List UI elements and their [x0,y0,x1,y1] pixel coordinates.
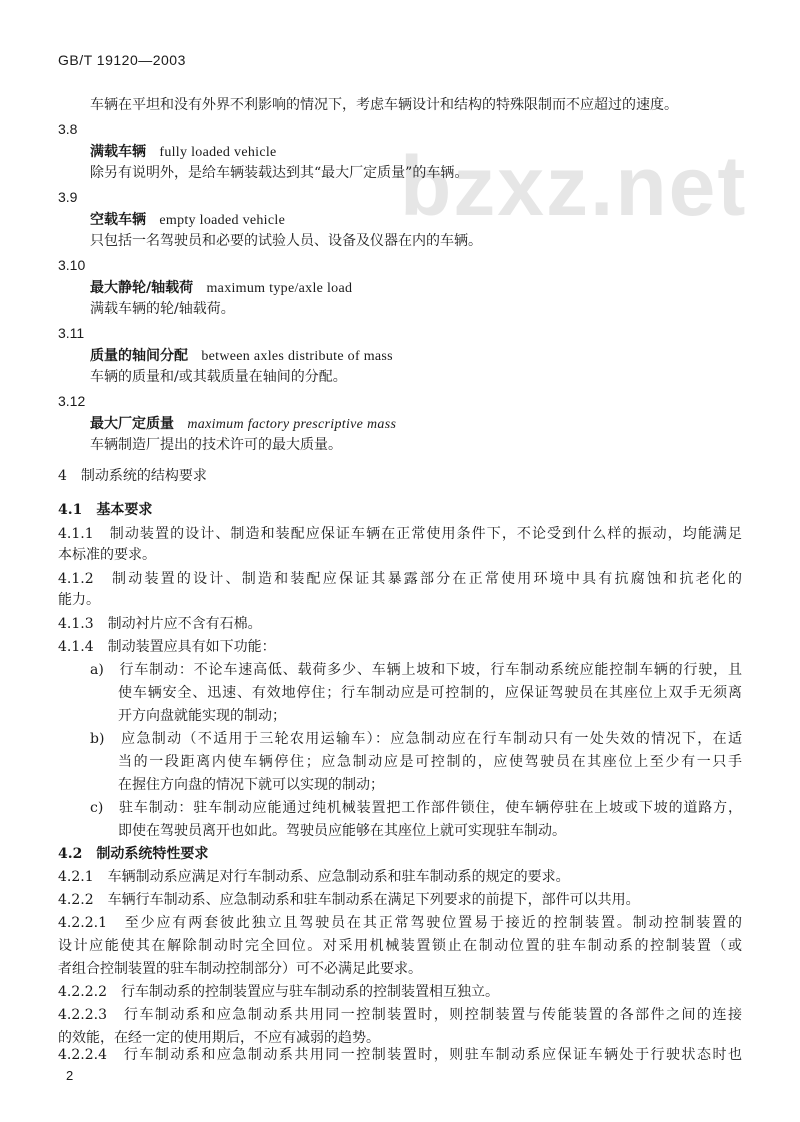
term-heading [90,143,277,162]
definition-text: 车辆制造厂提出的技术许可的最大质量。 [90,437,342,453]
standard-number-header: GB/T 19120—2003 [58,52,186,68]
term-heading [90,211,285,230]
clause-text: 者组合控制装置的驻车制动控制部分）可不必满足此要求。 [58,961,422,977]
clause-text: 4.2.2.3 行车制动系和应急制动系共用同一控制装置时，则控制装置与传能装置的各部件之间的连接 [58,1007,742,1023]
definition-text: 满载车辆的轮/轴载荷。 [90,301,235,317]
clause-number: 3.10 [58,257,86,273]
clause-text: 4.1.4 制动装置应具有如下功能： [58,639,276,655]
term-zh: 满载车辆 [90,144,146,160]
clause-number: 3.12 [58,393,86,409]
term-en: between axles distribute of mass [201,349,393,364]
list-item-a: a) 行车制动：不论车速高低、载荷多少、车辆上坡和下坡，行车制动系统应能控制车辆的行驶，且 [90,662,742,678]
list-item-b-cont: 在握住方向盘的情况下就可以实现的制动； [118,777,384,793]
list-item-a-cont: 开方向盘就能实现的制动； [118,708,286,724]
term-en: empty loaded vehicle [159,213,286,228]
clause-text: 本标准的要求。 [58,547,156,563]
section-heading: 4 制动系统的结构要求 [58,468,207,484]
clause-text: 4.2.1 车辆制动系应满足对行车制动系、应急制动系和驻车制动系的规定的要求。 [58,869,570,885]
term-en: maximum factory prescriptive mass [187,417,397,432]
term-zh: 质量的轴间分配 [90,348,188,364]
clause-text: 设计应能使其在解除制动时完全回位。对采用机械装置锁止在制动位置的驻车制动系的控制装置（或 [58,938,742,954]
clause-text: 4.1.2 制动装置的设计、制造和装配应保证其暴露部分在正常使用环境中具有抗腐蚀和抗老化的 [58,571,742,587]
definition-text: 除另有说明外，是给车辆装载达到其“最大厂定质量”的车辆。 [90,165,469,181]
clause-text: 4.2.2.1 至少应有两套彼此独立且驾驶员在其正常驾驶位置易于接近的控制装置。制动控制装置的 [58,915,742,931]
term-zh: 空载车辆 [90,212,146,228]
term-en: fully loaded vehicle [159,145,277,160]
term-zh: 最大厂定质量 [90,416,174,432]
list-item-b: b) 应急制动（不适用于三轮农用运输车）：应急制动应在行车制动只有一处失效的情况下，在适 [90,731,742,747]
definition-text: 车辆在平坦和没有外界不利影响的情况下，考虑车辆设计和结构的特殊限制而不应超过的速度。 [90,97,678,113]
list-item-b-cont: 当的一段距离内使车辆停住；应急制动应是可控制的，应使驾驶员在其座位上至少有一只手 [118,754,742,770]
clause-text: 4.2.2 车辆行车制动系、应急制动系和驻车制动系在满足下列要求的前提下，部件可以共用。 [58,892,640,908]
clause-text: 的效能，在经一定的使用期后，不应有减弱的趋势。 [58,1030,380,1046]
clause-text: 4.1.1 制动装置的设计、制造和装配应保证车辆在正常使用条件下，不论受到什么样的振动，均能满足 [58,526,742,542]
definition-text: 车辆的质量和/或其载质量在轴间的分配。 [90,369,347,385]
clause-number: 3.8 [58,121,78,137]
clause-text: 4.1.3 制动衬片应不含有石棉。 [58,616,262,632]
clause-text: 4.2.2.4 行车制动系和应急制动系共用同一控制装置时，则驻车制动系应保证车辆处于行驶状态时也 [58,1047,742,1063]
list-item-c-cont: 即使在驾驶员离开也如此。驾驶员应能够在其座位上就可实现驻车制动。 [118,823,566,839]
list-item-c: c) 驻车制动：驻车制动应能通过纯机械装置把工作部件锁住，使车辆停驻在上坡或下坡的道路方， [90,800,742,816]
definition-text: 只包括一名驾驶员和必要的试验人员、设备及仪器在内的车辆。 [90,233,482,249]
term-heading [90,415,396,434]
term-zh: 最大静轮/轴载荷 [90,280,194,296]
clause-text: 4.2.2.2 行车制动系的控制装置应与驻车制动系的控制装置相互独立。 [58,984,499,1000]
page-number: 2 [66,1068,74,1083]
list-item-a-cont: 使车辆安全、迅速、有效地停住；行车制动应是可控制的，应保证驾驶员在其座位上双手无须离 [118,685,742,701]
clause-number: 3.9 [58,189,78,205]
term-heading [90,279,352,298]
subsection-heading: 4.1 基本要求 [58,502,153,518]
watermark: bzxz.net [400,139,748,233]
term-en: maximum type/axle load [206,281,353,296]
subsection-heading: 4.2 制动系统特性要求 [58,846,209,862]
clause-text: 能力。 [58,592,100,608]
clause-number: 3.11 [58,325,85,341]
term-heading [90,347,393,366]
